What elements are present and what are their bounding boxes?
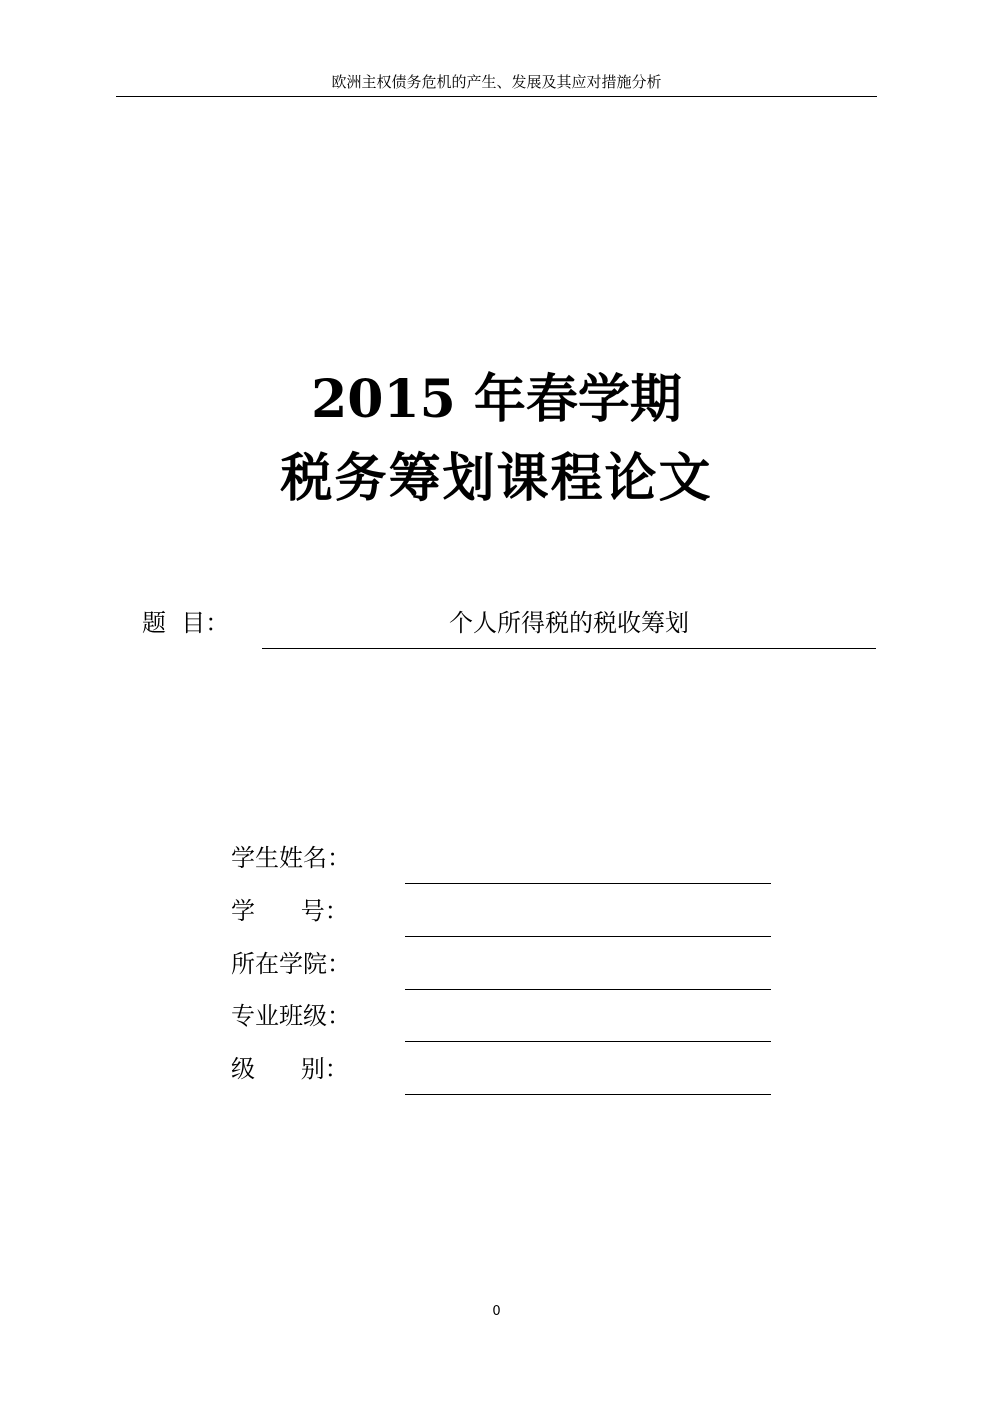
topic-label: 题 目：: [142, 609, 230, 637]
cover-title-line-2: 税务筹划课程论文: [280, 448, 713, 509]
topic-value: 个人所得税的税收筹划: [449, 609, 689, 637]
student-id-label: 学 号：: [231, 897, 349, 925]
student-name-label: 学生姓名：: [231, 844, 351, 872]
college-label: 所在学院：: [231, 950, 351, 978]
major-class-underline: [405, 1041, 771, 1042]
major-class-label: 专业班级：: [231, 1002, 351, 1030]
college-underline: [405, 989, 771, 990]
page-number: 0: [492, 1304, 501, 1319]
cover-title-line-1: 2015 年春学期: [311, 369, 682, 430]
topic-underline: [262, 648, 876, 649]
student-id-underline: [405, 936, 771, 937]
student-name-underline: [405, 883, 771, 884]
header-rule: [116, 96, 877, 97]
level-underline: [405, 1094, 771, 1095]
level-label: 级 别：: [231, 1055, 349, 1083]
running-header: 欧洲主权债务危机的产生、发展及其应对措施分析: [331, 73, 662, 91]
